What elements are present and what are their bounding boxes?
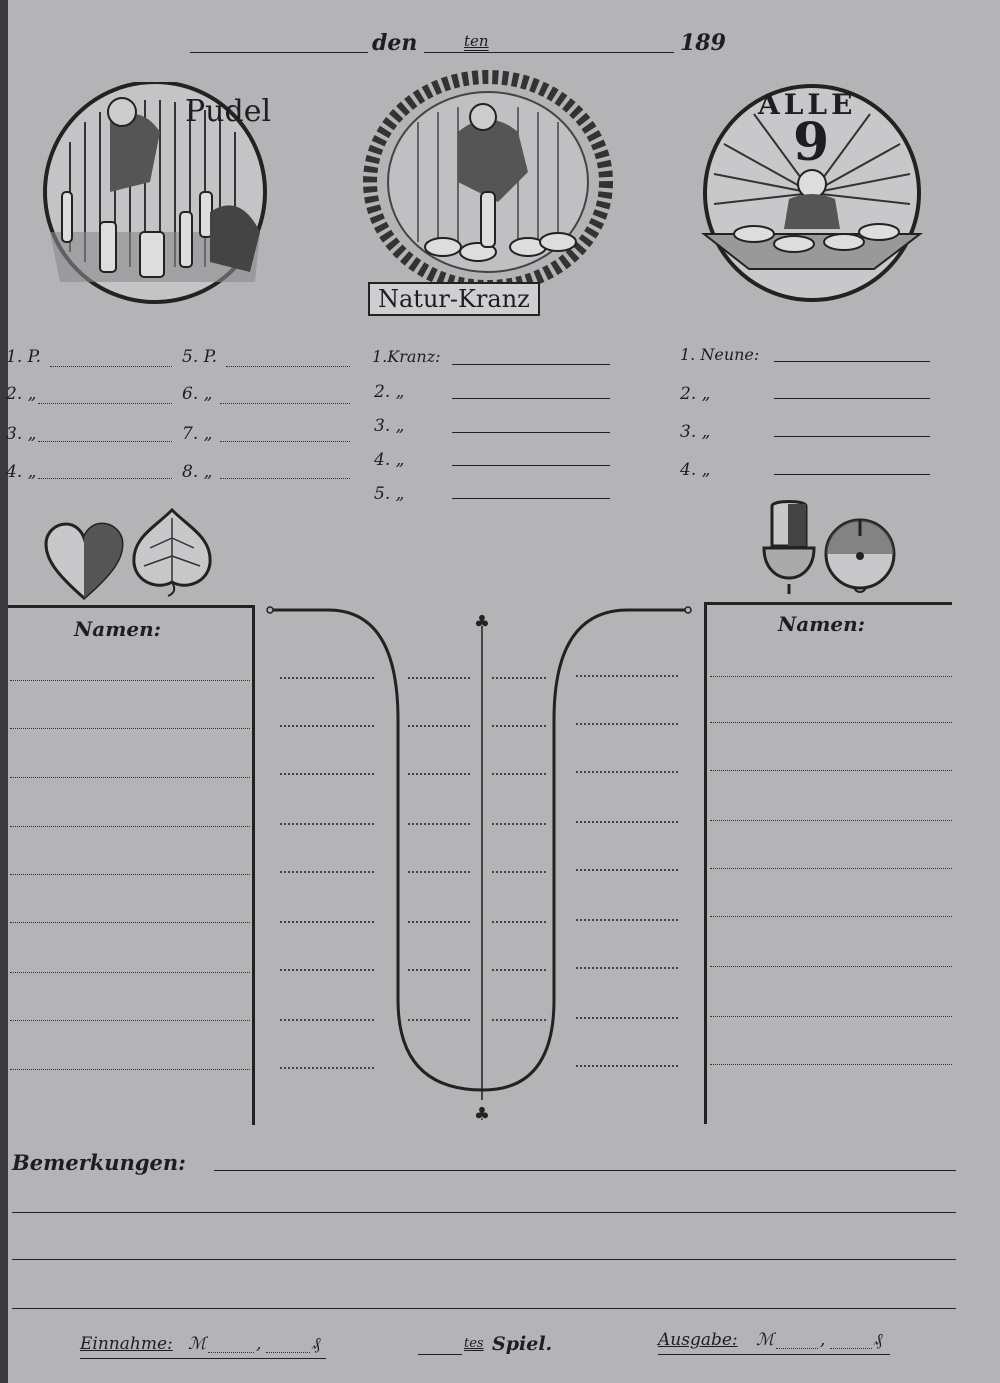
right-panel-left-border bbox=[704, 602, 707, 1124]
pudel-blank-5[interactable] bbox=[226, 366, 350, 367]
pudel-blank-7[interactable] bbox=[220, 441, 350, 442]
expense-pfennig-symbol: ₰ bbox=[874, 1330, 883, 1350]
kranz-item-4: 4. „ bbox=[374, 450, 405, 470]
neune-blank-2[interactable] bbox=[774, 398, 930, 399]
right-name-row-5[interactable] bbox=[710, 868, 952, 869]
pudel-blank-2[interactable] bbox=[38, 403, 172, 404]
ten-label: ten bbox=[464, 32, 489, 50]
expense-underline bbox=[658, 1354, 890, 1355]
left-name-row-6[interactable] bbox=[10, 922, 250, 923]
income-mark-symbol: ℳ bbox=[188, 1334, 207, 1354]
kranz-title: Natur-Kranz bbox=[368, 282, 540, 316]
right-name-row-7[interactable] bbox=[710, 966, 952, 967]
left-name-row-9[interactable] bbox=[10, 1069, 250, 1070]
pudel-title: Pudel bbox=[185, 94, 272, 129]
kranz-blank-2[interactable] bbox=[452, 398, 610, 399]
income-underline bbox=[80, 1358, 326, 1359]
left-panel-right-border bbox=[252, 605, 255, 1125]
right-name-row-1[interactable] bbox=[710, 676, 952, 677]
expense-mark-symbol: ℳ bbox=[756, 1330, 775, 1350]
spiel-label: Spiel. bbox=[492, 1333, 553, 1355]
left-panel-top-border bbox=[8, 605, 252, 608]
income-pfennig-symbol: ₰ bbox=[312, 1334, 321, 1354]
pudel-item-5: 5. P. bbox=[182, 347, 218, 367]
svg-text:♣: ♣ bbox=[473, 1104, 491, 1125]
kranz-blank-1[interactable] bbox=[452, 364, 610, 365]
svg-text:♣: ♣ bbox=[473, 612, 491, 633]
neune-blank-4[interactable] bbox=[774, 474, 930, 475]
alle-title: ALLE bbox=[758, 88, 857, 121]
expense-comma: , bbox=[820, 1330, 826, 1350]
pudel-item-4: 4. „ bbox=[6, 462, 37, 482]
leaf-icon bbox=[130, 508, 214, 598]
date-month-blank[interactable] bbox=[424, 52, 674, 53]
remarks-line-3[interactable] bbox=[12, 1259, 956, 1260]
right-name-row-8[interactable] bbox=[710, 1016, 952, 1017]
neune-blank-1[interactable] bbox=[774, 361, 930, 362]
neune-item-2: 2. „ bbox=[680, 384, 711, 404]
left-names-heading: Namen: bbox=[74, 617, 162, 641]
year-label: 189 bbox=[680, 30, 726, 56]
pudel-blank-6[interactable] bbox=[220, 403, 350, 404]
pudel-item-6: 6. „ bbox=[182, 384, 213, 404]
income-label: Einnahme: bbox=[80, 1334, 173, 1354]
income-mark-blank[interactable] bbox=[208, 1352, 254, 1353]
expense-label: Ausgabe: bbox=[658, 1330, 738, 1350]
bell-icon bbox=[820, 516, 900, 596]
heart-icon bbox=[44, 522, 124, 600]
right-name-row-4[interactable] bbox=[710, 820, 952, 821]
den-label: den bbox=[372, 30, 418, 56]
kranz-item-2: 2. „ bbox=[374, 382, 405, 402]
left-name-row-4[interactable] bbox=[10, 826, 250, 827]
right-panel-top-border bbox=[704, 602, 952, 605]
pudel-blank-1[interactable] bbox=[50, 366, 172, 367]
kranz-emblem bbox=[358, 62, 618, 292]
neune-blank-3[interactable] bbox=[774, 436, 930, 437]
kranz-blank-3[interactable] bbox=[452, 432, 610, 433]
right-name-row-6[interactable] bbox=[710, 916, 952, 917]
expense-pfennig-blank[interactable] bbox=[830, 1348, 872, 1349]
kranz-item-5: 5. „ bbox=[374, 484, 405, 504]
right-name-row-3[interactable] bbox=[710, 770, 952, 771]
remarks-line-4[interactable] bbox=[12, 1308, 956, 1309]
acorn-icon bbox=[758, 498, 820, 598]
income-pfennig-blank[interactable] bbox=[266, 1352, 310, 1353]
kranz-blank-5[interactable] bbox=[452, 498, 610, 499]
game-number-blank[interactable] bbox=[418, 1354, 462, 1355]
remarks-label: Bemerkungen: bbox=[12, 1150, 186, 1175]
pudel-blank-8[interactable] bbox=[220, 478, 350, 479]
left-name-row-2[interactable] bbox=[10, 728, 250, 729]
date-day-blank[interactable] bbox=[190, 52, 368, 53]
income-comma: , bbox=[256, 1334, 262, 1354]
pudel-blank-3[interactable] bbox=[38, 441, 172, 442]
left-name-row-3[interactable] bbox=[10, 777, 250, 778]
neune-item-3: 3. „ bbox=[680, 422, 711, 442]
neune-item-4: 4. „ bbox=[680, 460, 711, 480]
kranz-item-1: 1.Kranz: bbox=[372, 347, 441, 366]
left-name-row-7[interactable] bbox=[10, 972, 250, 973]
right-name-row-9[interactable] bbox=[710, 1064, 952, 1065]
page-edge bbox=[0, 0, 8, 1383]
pudel-item-1: 1. P. bbox=[6, 347, 42, 367]
left-name-row-1[interactable] bbox=[10, 680, 250, 681]
left-name-row-8[interactable] bbox=[10, 1020, 250, 1021]
remarks-line-2[interactable] bbox=[12, 1212, 956, 1213]
pudel-item-8: 8. „ bbox=[182, 462, 213, 482]
pudel-blank-4[interactable] bbox=[38, 478, 172, 479]
pudel-item-7: 7. „ bbox=[182, 424, 213, 444]
left-name-row-5[interactable] bbox=[10, 874, 250, 875]
kranz-item-3: 3. „ bbox=[374, 416, 405, 436]
tes-label: tes bbox=[464, 1336, 484, 1351]
expense-mark-blank[interactable] bbox=[776, 1348, 818, 1349]
pudel-item-3: 3. „ bbox=[6, 424, 37, 444]
alle-number: 9 bbox=[793, 112, 830, 173]
neune-item-1: 1. Neune: bbox=[680, 345, 760, 364]
kranz-blank-4[interactable] bbox=[452, 465, 610, 466]
right-names-heading: Namen: bbox=[778, 612, 866, 636]
scoring-lane bbox=[258, 600, 704, 1130]
right-name-row-2[interactable] bbox=[710, 722, 952, 723]
remarks-line-1[interactable] bbox=[214, 1170, 956, 1171]
pudel-item-2: 2. „ bbox=[6, 384, 37, 404]
